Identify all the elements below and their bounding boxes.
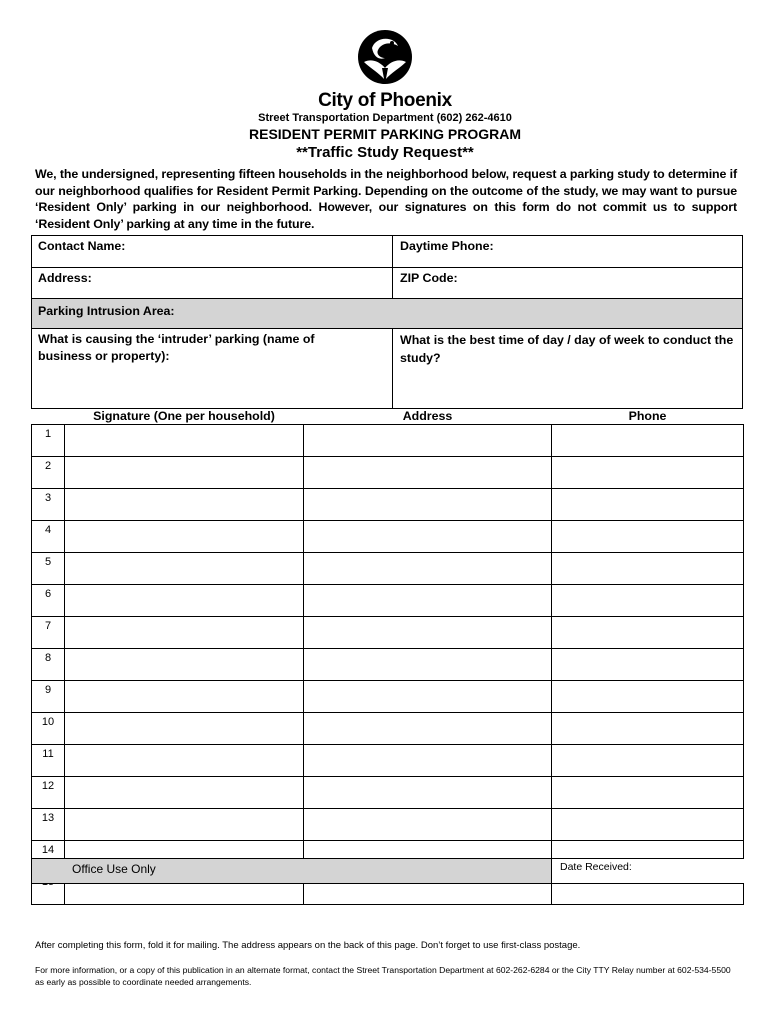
department-line: Street Transportation Department (602) 262-4610 bbox=[258, 112, 512, 124]
signature-cell[interactable] bbox=[65, 681, 304, 713]
row-number: 1 bbox=[32, 425, 65, 457]
best-time-question-label: What is the best time of day / day of week to conduct the study? bbox=[400, 333, 734, 365]
signature-cell[interactable] bbox=[65, 713, 304, 745]
row-number: 2 bbox=[32, 457, 65, 489]
signature-cell[interactable] bbox=[65, 521, 304, 553]
address-cell[interactable] bbox=[304, 649, 552, 681]
signature-cell[interactable] bbox=[65, 649, 304, 681]
address-cell[interactable] bbox=[304, 553, 552, 585]
row-number: 4 bbox=[32, 521, 65, 553]
daytime-phone-label: Daytime Phone: bbox=[400, 239, 494, 253]
best-time-answer-field[interactable] bbox=[393, 329, 742, 408]
address-cell[interactable] bbox=[304, 457, 552, 489]
address-cell[interactable] bbox=[304, 681, 552, 713]
address-header: Address bbox=[304, 408, 552, 425]
row-number: 12 bbox=[32, 777, 65, 809]
office-use-label: Office Use Only bbox=[72, 862, 156, 876]
phoenix-bird-icon bbox=[354, 28, 416, 86]
contact-info-box bbox=[31, 235, 743, 409]
signature-cell[interactable] bbox=[65, 457, 304, 489]
row-number: 7 bbox=[32, 617, 65, 649]
intro-paragraph: We, the undersigned, representing fifteen households in the neighborhood below, request a parking study to determine if our neighborhood qualifies for Resident Permit Parking. Depending on the outcome of the study, we may want to pursue ‘Resident Only’ parking in our neighborhood. However, our signatures on this form do not commit us to support ‘Resident Only’ parking at any time in the future. bbox=[35, 167, 738, 231]
signature-row bbox=[32, 457, 744, 489]
address-cell[interactable] bbox=[304, 809, 552, 841]
signature-row bbox=[32, 777, 744, 809]
phone-cell[interactable] bbox=[552, 521, 744, 553]
date-received-field[interactable] bbox=[551, 859, 744, 883]
signature-row bbox=[32, 585, 744, 617]
address-cell[interactable] bbox=[304, 521, 552, 553]
phone-cell[interactable] bbox=[552, 777, 744, 809]
signature-row bbox=[32, 809, 744, 841]
address-cell[interactable] bbox=[304, 745, 552, 777]
phone-cell[interactable] bbox=[552, 649, 744, 681]
date-received-label: Date Received: bbox=[560, 861, 632, 873]
logo-text: City of Phoenix bbox=[318, 90, 452, 111]
signature-row bbox=[32, 649, 744, 681]
address-cell[interactable] bbox=[304, 713, 552, 745]
address-cell[interactable] bbox=[304, 617, 552, 649]
row-number: 11 bbox=[32, 745, 65, 777]
signature-cell[interactable] bbox=[65, 617, 304, 649]
row-number: 9 bbox=[32, 681, 65, 713]
phone-cell[interactable] bbox=[552, 713, 744, 745]
office-use-row bbox=[31, 858, 743, 884]
phone-cell[interactable] bbox=[552, 745, 744, 777]
phone-cell[interactable] bbox=[552, 457, 744, 489]
signature-row bbox=[32, 713, 744, 745]
signature-table bbox=[31, 408, 744, 905]
signature-row bbox=[32, 521, 744, 553]
signature-cell[interactable] bbox=[65, 553, 304, 585]
intruder-answer-field[interactable] bbox=[32, 329, 392, 408]
intruder-question-label: What is causing the ‘intruder’ parking (name of business or property): bbox=[38, 332, 315, 363]
address-cell[interactable] bbox=[304, 777, 552, 809]
signature-cell[interactable] bbox=[65, 745, 304, 777]
mailing-note: After completing this form, fold it for mailing. The address appears on the back of this page. Don’t forget to use first-class postage. bbox=[35, 940, 581, 951]
phone-cell[interactable] bbox=[552, 489, 744, 521]
signature-cell[interactable] bbox=[65, 809, 304, 841]
signature-row bbox=[32, 681, 744, 713]
address-cell[interactable] bbox=[304, 489, 552, 521]
signature-row bbox=[32, 553, 744, 585]
row-number: 5 bbox=[32, 553, 65, 585]
request-title: **Traffic Study Request** bbox=[296, 144, 474, 161]
row-number: 10 bbox=[32, 713, 65, 745]
phone-header: Phone bbox=[552, 408, 744, 425]
signature-row bbox=[32, 425, 744, 457]
signature-row bbox=[32, 617, 744, 649]
row-number: 3 bbox=[32, 489, 65, 521]
signature-cell[interactable] bbox=[65, 489, 304, 521]
row-number: 14 bbox=[32, 841, 65, 873]
contact-name-label: Contact Name: bbox=[38, 239, 126, 253]
address-label: Address: bbox=[38, 271, 92, 285]
daytime-phone-field[interactable] bbox=[393, 236, 742, 267]
intrusion-area-label: Parking Intrusion Area: bbox=[38, 304, 175, 318]
contact-name-field[interactable] bbox=[32, 236, 392, 267]
row-number-header bbox=[32, 408, 65, 425]
signature-cell[interactable] bbox=[65, 585, 304, 617]
phone-cell[interactable] bbox=[552, 425, 744, 457]
phone-cell[interactable] bbox=[552, 809, 744, 841]
zip-code-label: ZIP Code: bbox=[400, 271, 458, 285]
signature-cell[interactable] bbox=[65, 777, 304, 809]
row-number: 6 bbox=[32, 585, 65, 617]
phone-cell[interactable] bbox=[552, 681, 744, 713]
address-cell[interactable] bbox=[304, 585, 552, 617]
city-logo bbox=[0, 28, 770, 86]
info-note: For more information, or a copy of this publication in an alternate format, contact the Street Transportation Department at 602-262-6284 or the City TTY Relay number at 602-534-5500 as early as possible to coordinate needed arrangements. bbox=[35, 965, 731, 987]
phone-cell[interactable] bbox=[552, 617, 744, 649]
program-title: RESIDENT PERMIT PARKING PROGRAM bbox=[249, 126, 521, 142]
address-cell[interactable] bbox=[304, 425, 552, 457]
signature-header: Signature (One per household) bbox=[65, 408, 304, 425]
phone-cell[interactable] bbox=[552, 553, 744, 585]
phone-cell[interactable] bbox=[552, 585, 744, 617]
signature-row bbox=[32, 745, 744, 777]
zip-code-field[interactable] bbox=[393, 268, 742, 298]
signature-row bbox=[32, 489, 744, 521]
address-field[interactable] bbox=[32, 268, 392, 298]
row-number: 13 bbox=[32, 809, 65, 841]
row-number: 8 bbox=[32, 649, 65, 681]
signature-cell[interactable] bbox=[65, 425, 304, 457]
